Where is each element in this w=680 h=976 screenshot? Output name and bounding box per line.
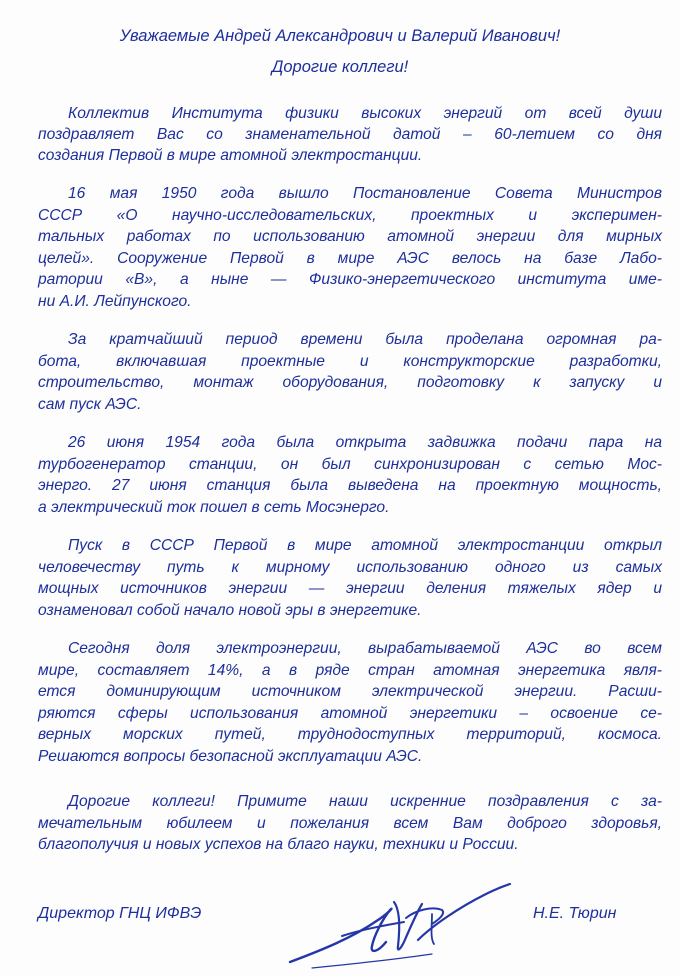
paragraph-line: верных морских путей, труднодоступных территорий, космоса. bbox=[38, 726, 662, 743]
paragraph-line: сам пуск АЭС. bbox=[38, 396, 142, 413]
paragraph-line: ется доминирующим источником электрической энергии. Расши- bbox=[38, 683, 662, 700]
paragraph-line: Пуск в СССР Первой в мире атомной электростанции открыл bbox=[68, 537, 662, 554]
greeting: Дорогие коллеги! bbox=[271, 58, 409, 76]
paragraph-line: а электрический ток пошел в сеть Мосэнерго. bbox=[38, 499, 390, 516]
paragraph-line: мечательным юбилеем и пожелания всем Вам доброго здоровья, bbox=[38, 815, 662, 832]
paragraph-line: ознаменовал собой начало новой эры в энергетике. bbox=[38, 602, 422, 619]
paragraph-line: благополучия и новых успехов на благо науки, техники и России. bbox=[38, 836, 519, 853]
paragraph-line: создания Первой в мире атомной электростанции. bbox=[38, 147, 423, 164]
paragraph-line: человечеству путь к мирному использованию одного из самых bbox=[38, 559, 662, 576]
paragraph-line: Дорогие коллеги! Примите наши искренние поздравления с за- bbox=[68, 793, 662, 810]
paragraph-line: Решаются вопросы безопасной эксплуатации АЭС. bbox=[38, 748, 423, 765]
paragraph-line: Коллектив Института физики высоких энергий от всей души bbox=[68, 105, 662, 122]
paragraph-line: поздравляет Вас со знаменательной датой – 60-летием со дня bbox=[38, 126, 662, 143]
paragraph-line: тальных работах по использованию атомной энергии для мирных bbox=[38, 228, 662, 245]
paragraph-line: За кратчайший период времени была проделана огромная ра- bbox=[68, 331, 662, 348]
paragraph-line: бота, включавшая проектные и конструкторские разработки, bbox=[38, 353, 662, 370]
paragraph-line: мире, составляет 14%, а в ряде стран атомная энергетика явля- bbox=[38, 662, 662, 679]
salutation: Уважаемые Андрей Александрович и Валерий Иванович! bbox=[119, 27, 561, 45]
handwritten-signature bbox=[282, 880, 520, 972]
paragraph-line: ни А.И. Лейпунского. bbox=[38, 293, 192, 310]
paragraph-line: ряются сферы использования атомной энергетики – освоение се- bbox=[38, 705, 662, 722]
paragraph-line: энерго. 27 июня станция была выведена на проектную мощность, bbox=[38, 477, 662, 494]
paragraph-line: мощных источников энергии — энергии деления тяжелых ядер и bbox=[38, 580, 662, 597]
paragraph-line: строительство, монтаж оборудования, подготовку к запуску и bbox=[38, 374, 662, 391]
paragraph-line: турбогенератор станции, он был синхронизирован с сетью Мос- bbox=[38, 456, 662, 473]
paragraph-line: Сегодня доля электроэнергии, вырабатываемой АЭС во всем bbox=[68, 640, 662, 657]
signatory-name: Н.Е. Тюрин bbox=[533, 905, 617, 922]
paragraph-line: ратории «В», а ныне — Физико-энергетического института име- bbox=[38, 271, 662, 288]
paragraph-line: СССР «О научно-исследовательских, проектных и эксперимен- bbox=[38, 207, 662, 224]
paragraph-line: 26 июня 1954 года была открыта задвижка подачи пара на bbox=[68, 434, 662, 451]
signatory-position: Директор ГНЦ ИФВЭ bbox=[38, 905, 202, 922]
paragraph-line: 16 мая 1950 года вышло Постановление Совета Министров bbox=[68, 185, 662, 202]
paragraph-line: целей». Сооружение Первой в мире АЭС велось на базе Лабо- bbox=[38, 250, 662, 267]
